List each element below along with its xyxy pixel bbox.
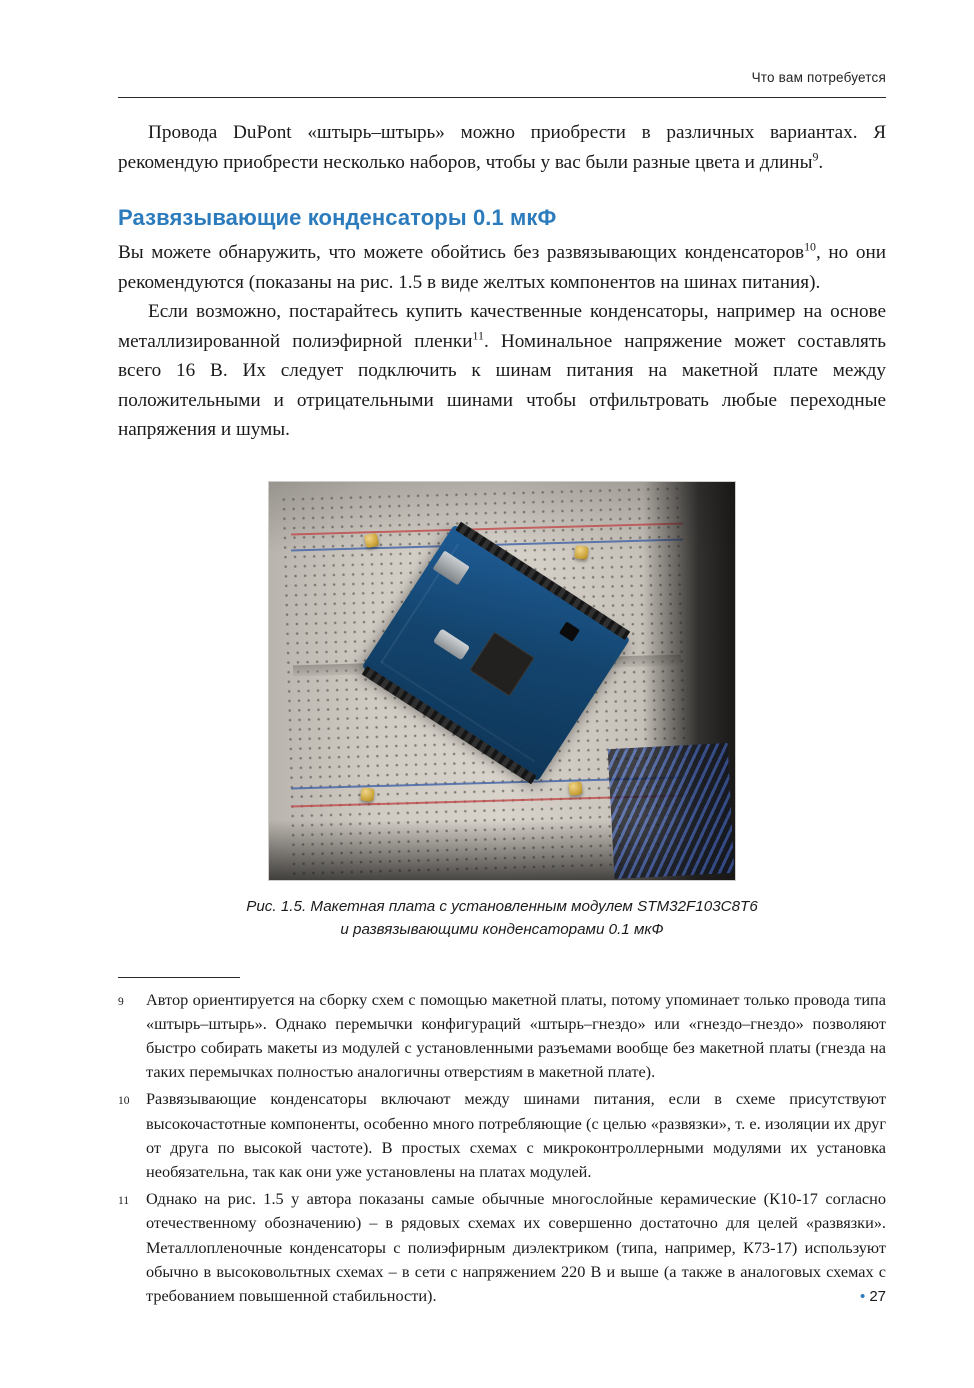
page-content [118, 118, 886, 1311]
footnote-separator-rule [118, 977, 240, 978]
capacitor-yellow-2 [574, 545, 589, 560]
footnote-number: 9 [118, 995, 124, 1008]
footnote-ref-10[interactable]: 10 [804, 239, 816, 254]
footnote-item [118, 988, 886, 1085]
capacitor-yellow-1 [364, 532, 379, 547]
footnote-item [118, 1087, 886, 1184]
paragraph-dupont-wires [118, 118, 886, 177]
paragraph-dupont-wires-text: Провода DuPont «штырь–штырь» можно приобрести в различных вариантах. Я рекомендую приобрести несколько наборов, чтобы у вас были разные цвета и длины [118, 122, 886, 173]
capacitor-yellow-3 [360, 787, 374, 801]
folio-page-number: 27 [869, 1288, 886, 1305]
header-rule [118, 97, 886, 98]
footnote-text: Однако на рис. 1.5 у автора показаны самые обычные многослойные керамические (К10-17 согласно отечественному обозначению) – в рядовых схемах их совершенно достаточно для целей «развязки». Металлопленочные конденсаторы с полиэфирным диэлектриком (типа, например, К73-17) используют обычно в высоковольтных схемах – в сети с напряжением 220 В и выше (а также в аналоговых схемах с требованием повышенной стабильности). [146, 1189, 886, 1305]
footnote-ref-9[interactable]: 9 [812, 149, 819, 164]
folio-bullet: • [860, 1288, 866, 1305]
paragraph-capacitors-optional-text-b: , но они рекомендуются (показаны на рис. 1.5 в виде желтых компонентов на шинах питания). [118, 242, 886, 293]
paragraph-dupont-wires-tail: . [818, 151, 824, 173]
figure-caption-line-2: и развязывающими конденсаторами 0.1 мкФ [340, 920, 664, 938]
running-header: Что вам потребуется [751, 70, 886, 85]
figure-caption [182, 895, 822, 941]
paragraph-capacitor-quality [118, 297, 886, 445]
figure-caption-line-1: Рис. 1.5. Макетная плата с установленным модулем STM32F103C8T6 [246, 897, 758, 915]
footnotes-block [118, 988, 886, 1309]
paragraph-capacitors-optional [118, 238, 886, 297]
page-folio [118, 1288, 886, 1305]
paragraph-capacitor-quality-text-b: . Номинальное напряжение может составлять всего 16 В. Их следует подключить к шинам питания на макетной плате между положительными и отрицательными шинами чтобы отфильтровать любые переходные напряжения и шумы. [118, 330, 886, 440]
footnote-number: 10 [118, 1095, 130, 1108]
figure-photo-breadboard [268, 481, 736, 881]
paragraph-capacitor-quality-text-a: Если возможно, постарайтесь купить качественные конденсаторы, например на основе металлизированной полиэфирной пленки [118, 301, 886, 352]
footnote-text: Автор ориентируется на сборку схем с помощью макетной платы, потому упоминает только провода типа «штырь–штырь». Однако перемычки конфигураций «штырь–гнездо» или «гнездо–гнездо» позволяют быстро собирать макеты из модулей с установленными разъемами вообще без макетной платы (гнезда на таких перемычках полностью аналогичны отверстиям в макетной плате). [146, 989, 886, 1082]
footnote-number: 11 [118, 1195, 130, 1208]
figure-1-5 [118, 481, 886, 941]
ribbon-wires [608, 742, 735, 878]
capacitor-yellow-4 [568, 781, 582, 795]
footnote-text: Развязывающие конденсаторы включают между шинами питания, если в схеме присутствуют высокочастотные компоненты, особенно много потребляющие (с целью «развязки», т. е. изоляции их друг от друга по высокой частоте). В простых схемах с микроконтроллерными модулями их установка необязательна, так как они уже установлены на платах модулей. [146, 1089, 886, 1181]
section-heading-decoupling-capacitors: Развязывающие конденсаторы 0.1 мкФ [118, 205, 557, 230]
paragraph-capacitors-optional-text-a: Вы можете обнаружить, что можете обойтись без развязывающих конденсаторов [118, 242, 805, 263]
footnote-ref-11[interactable]: 11 [472, 328, 484, 343]
